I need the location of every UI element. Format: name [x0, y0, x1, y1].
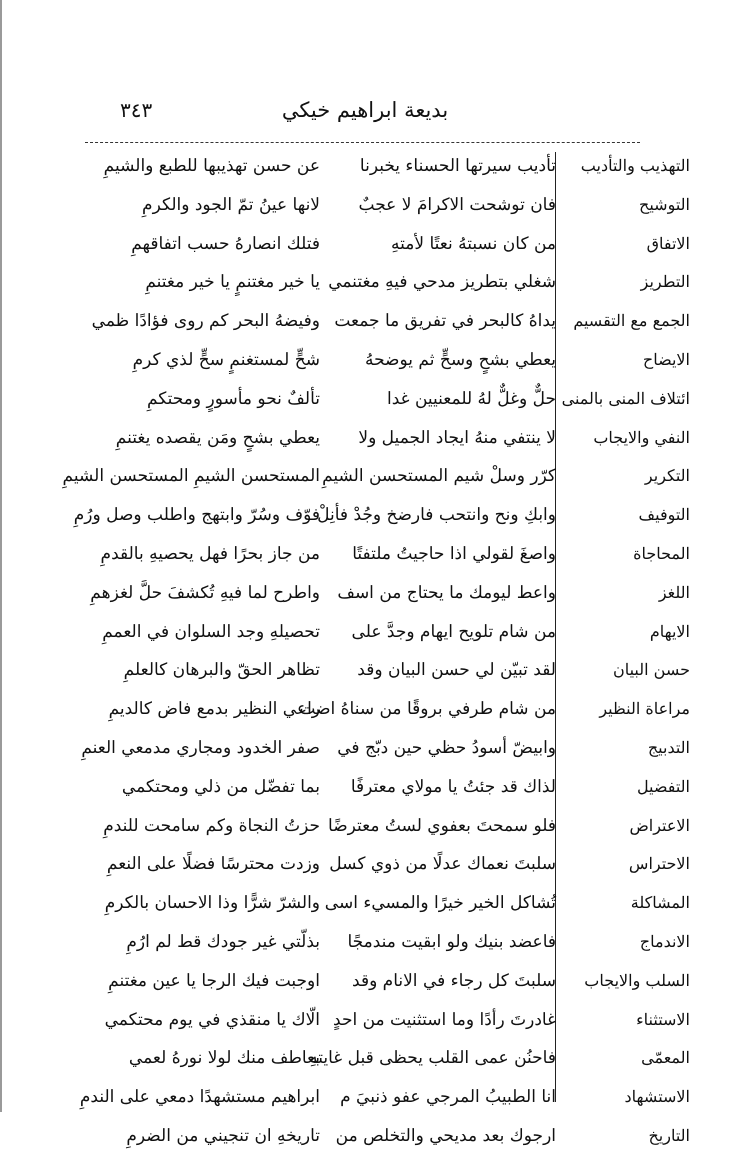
- device-label: المشاكلة: [630, 893, 690, 913]
- device-label: الاحتراس: [628, 854, 690, 874]
- second-hemistich: من جاز بحرًا فهل يحصيهِ بالقدمِ: [100, 543, 320, 564]
- verse-row: [85, 845, 690, 884]
- verse-row: [73, 496, 690, 535]
- first-hemistich: ارجوك بعد مديحي والتخلص من: [335, 1125, 556, 1146]
- second-hemistich: فوّف وسُرّ وابتهج واطلب وصل ورُمِ: [73, 505, 320, 526]
- first-hemistich: من شام تلويح ايهام وجدَّ على: [351, 621, 556, 642]
- verse-row: [85, 1001, 690, 1040]
- device-label: اللغز: [658, 582, 690, 602]
- verse-row: [85, 302, 690, 341]
- first-hemistich: وابكِ ونح وانتحب فارضخ وجُدْ فأنِلْ: [317, 505, 556, 526]
- first-hemistich: فلو سمحتَ بعفوي لستُ معترضًا: [328, 815, 556, 836]
- device-label: التكرير: [644, 466, 690, 486]
- verse-row: [85, 1039, 690, 1078]
- page-header: [80, 94, 650, 134]
- device-label: الاعتراض: [629, 815, 690, 835]
- device-label: السلب والايجاب: [584, 970, 690, 990]
- verse-row: [85, 690, 690, 729]
- first-hemistich: شغلي بتطريز مدحي فيهِ مغتنمي: [328, 272, 556, 293]
- verse-row: [85, 147, 690, 186]
- first-hemistich: فان توشحت الاكرامَ لا عجبٌ: [358, 194, 556, 215]
- second-hemistich: يعطي بشحٍ ومَن يقصده يغتنمِ: [115, 427, 320, 448]
- device-label: الايضاح: [642, 349, 690, 369]
- verse-row: [85, 962, 690, 1001]
- second-hemistich: ابراهيم مستشهدًا دمعي على الندمِ: [79, 1087, 320, 1108]
- second-hemistich: وزدت محترسًا فضلًا على النعمِ: [106, 854, 320, 875]
- first-hemistich: كرّر وسلْ شيم المستحسن الشيمِ: [322, 466, 556, 487]
- verse-row: [85, 923, 690, 962]
- second-hemistich: تألفٌ نحو مأسورٍ ومحتكمِ: [146, 388, 320, 409]
- second-hemistich: تظاهر الحقّ والبرهان كالعلمِ: [123, 660, 320, 681]
- first-hemistich: فاعضد بنيك ولو ابقيت مندمجًا: [347, 931, 556, 952]
- verse-row: [85, 186, 690, 225]
- second-hemistich: وفيضهُ البحر كم روى فؤادًا ظمي: [91, 311, 320, 332]
- device-label: الجمع مع التقسيم: [573, 311, 690, 331]
- first-hemistich: سلبتَ كل رجاء في الانام وقد: [352, 970, 556, 991]
- verse-row: [85, 380, 690, 419]
- second-hemistich: واطرح لما فيهِ تُكشفَ حلَّ لغزهمِ: [90, 582, 320, 603]
- device-label: الاندماج: [639, 931, 690, 951]
- second-hemistich: حزتُ النجاة وكم سامحت للندمِ: [103, 815, 320, 836]
- second-hemistich: تحصيلهِ وجد السلوان في العممِ: [102, 621, 320, 642]
- first-hemistich: واصغَ لقولي اذا حاجيتُ ملتفتًا: [352, 543, 556, 564]
- device-label: الاستشهاد: [624, 1087, 690, 1107]
- verse-row: [85, 341, 690, 380]
- first-hemistich: لقد تبيّن لي حسن البيان وقد: [357, 660, 556, 681]
- second-hemistich: بذلّتي غير جودك قط لم ارُمِ: [126, 931, 320, 952]
- page-edge: [0, 0, 2, 1112]
- page-number: ٣٤٣: [120, 98, 153, 122]
- second-hemistich: يا خير مغتنمٍ يا خير مغتنمِ: [145, 272, 320, 293]
- first-hemistich: انا الطبيبُ المرجي عفو ذنبيَ م: [340, 1087, 556, 1108]
- device-label: النفي والايجاب: [593, 427, 690, 447]
- verse-row: [85, 574, 690, 613]
- second-hemistich: صفر الخدود ومجاري مدمعي العنمِ: [81, 737, 320, 758]
- device-label: المحاجاة: [633, 543, 690, 563]
- second-hemistich: اوجبت فيك الرجا يا عين مغتنمِ: [108, 970, 320, 991]
- second-hemistich: بما تفضّل من ذلي ومحتكمي: [121, 776, 320, 797]
- first-hemistich: يعطي بشحٍ وسحٍّ ثم يوضحهُ: [364, 349, 556, 370]
- second-hemistich: بعاطف منك لولا نورهُ لعمي: [128, 1048, 320, 1069]
- device-label: التوفيف: [638, 505, 690, 525]
- first-hemistich: من كان نسبتهُ نعتًا لأمتهِ: [391, 233, 556, 254]
- verse-row: [85, 651, 690, 690]
- verse-row: [85, 613, 690, 652]
- device-label: حسن البيان: [612, 660, 690, 680]
- first-hemistich: سلبتَ نعماك عدلًا من ذوي كسل: [329, 854, 556, 875]
- first-hemistich: من شام طرفي بروقًا من سناهُ اضت: [299, 699, 556, 720]
- device-label: الاتفاق: [646, 233, 690, 253]
- verse-row: [81, 729, 690, 768]
- first-hemistich: حلٌّ وغلٌّ لهُ للمعنيين غدا: [387, 388, 556, 409]
- device-label: التاريخ: [648, 1125, 690, 1145]
- device-label: مراعاة النظير: [599, 699, 690, 719]
- first-hemistich: غادرتَ رأدًا وما استثنيت من احدٍ: [333, 1009, 556, 1030]
- second-hemistich: والشرّ شرًّا وذا الاحسان بالكرمِ: [104, 893, 320, 914]
- device-label: المعمّى: [641, 1048, 690, 1068]
- second-hemistich: شحٍّ لمستغنمٍ سحٍّ لذي كرمِ: [132, 349, 320, 370]
- verse-row: [85, 419, 690, 458]
- second-hemistich: الّاك يا منقذي في يوم محتكمي: [104, 1009, 320, 1030]
- first-hemistich: وابيضّ أسودُ حظي حين دبّج في: [337, 737, 556, 758]
- verse-row: [85, 1117, 690, 1156]
- second-hemistich: عن حسن تهذيبها للطبع والشيمِ: [103, 156, 320, 176]
- device-label: التطريز: [640, 272, 690, 292]
- device-label: التهذيب والتأديب: [580, 156, 690, 175]
- verse-row: [85, 225, 690, 264]
- verse-row: [85, 884, 690, 923]
- device-label: التوشيح: [639, 194, 690, 214]
- second-hemistich: فتلك انصارهُ حسب اتفاقهمِ: [131, 233, 320, 254]
- header-rule: [85, 142, 640, 144]
- first-hemistich: يداهُ كالبحر في تفريق ما جمعت: [334, 311, 556, 332]
- second-hemistich: راعي النظير بدمع فاض كالديمِ: [108, 699, 320, 720]
- first-hemistich: لذاك قد جئتُ يا مولاي معترفًا: [350, 776, 556, 797]
- device-label: التدبيج: [647, 737, 690, 757]
- device-label: الاستثناء: [636, 1009, 690, 1029]
- second-hemistich: المستحسن الشيمِ المستحسن الشيمِ: [62, 466, 320, 487]
- first-hemistich: لا ينتفي منهُ ايجاد الجميل ولا: [358, 427, 556, 448]
- verse-row: [62, 457, 690, 496]
- first-hemistich: واعط ليومك ما يحتاج من اسف: [337, 582, 556, 603]
- device-label: ائتلاف المنى بالمنى: [561, 388, 690, 408]
- verse-table: [62, 147, 690, 1156]
- verse-row: [85, 535, 690, 574]
- verse-row: [85, 263, 690, 302]
- verse-row: [85, 768, 690, 807]
- first-hemistich: تُشاكل الخير خيرًا والمسيء اسى: [324, 893, 556, 914]
- running-title: بديعة ابراهيم خيكي: [281, 98, 449, 122]
- first-hemistich: تأديب سيرتها الحسناء يخبرنا: [359, 156, 556, 176]
- second-hemistich: تاريخهِ ان تنجيني من الضرمِ: [126, 1125, 320, 1146]
- verse-row: [85, 807, 690, 846]
- device-label: الايهام: [649, 621, 690, 641]
- device-label: التفضيل: [636, 776, 690, 796]
- second-hemistich: لانها عينُ تمّ الجود والكرمِ: [142, 194, 320, 215]
- first-hemistich: فاحنُن عمى القلب يحظى قبل غايتهِ: [309, 1048, 556, 1069]
- verse-row: [79, 1078, 690, 1117]
